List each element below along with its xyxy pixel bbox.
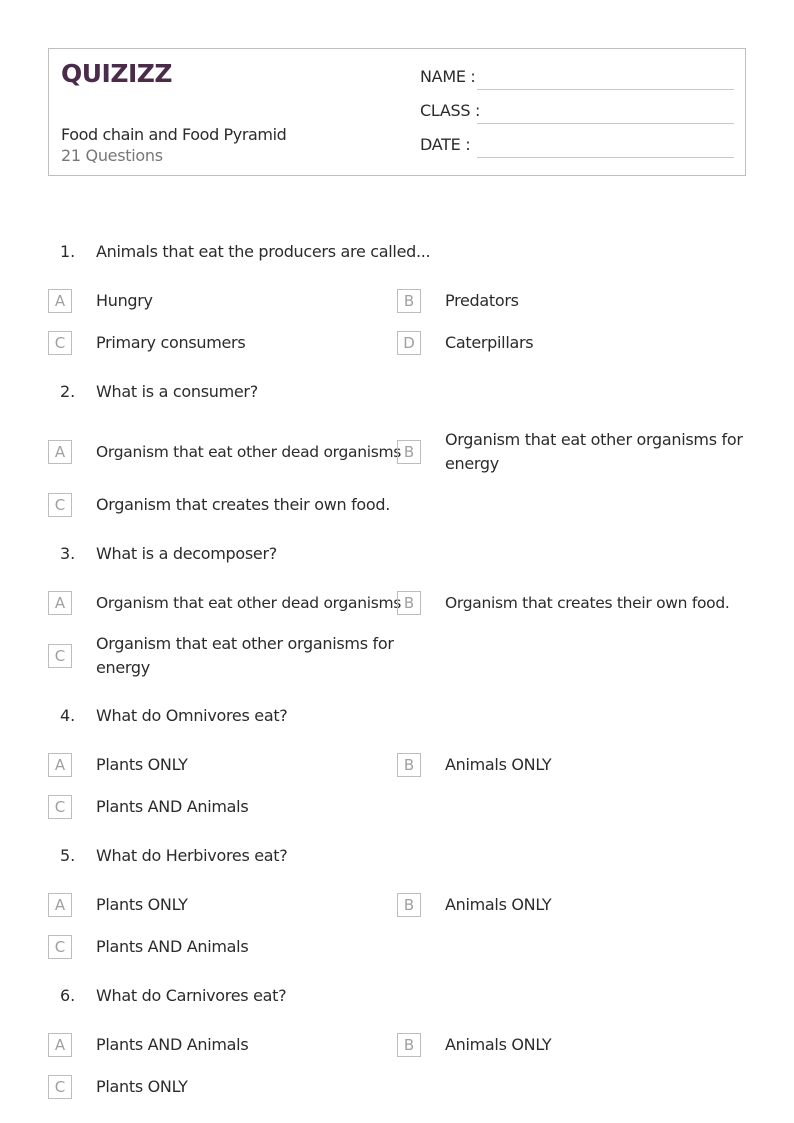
logo-text: QUIZIZZ [61,59,173,88]
option-text: Organism that eat other organisms for energy [96,634,394,677]
quizizz-logo [61,59,172,89]
question-number: 3. [60,544,76,563]
option-letter: A [48,1033,72,1057]
option-text: Plants ONLY [96,755,188,774]
option-letter: B [397,289,421,313]
option-letter: B [397,893,421,917]
option-text: Organism that creates their own food. [96,495,391,514]
option-letter: C [48,1075,72,1099]
question-number: 6. [60,986,76,1005]
option-letter: C [48,935,72,959]
option-letter: D [397,331,421,355]
class-field [420,101,734,125]
worksheet-header [48,48,746,176]
option-text: Hungry [96,291,153,310]
option-text: Caterpillars [445,333,534,352]
question-text: What is a decomposer? [96,544,277,563]
option-text: Predators [445,291,519,310]
name-field [420,67,734,91]
option-letter: A [48,893,72,917]
worksheet-title: Food chain and Food Pyramid [61,125,287,144]
question-number: 1. [60,242,76,261]
name-input-line[interactable] [477,89,734,90]
question-number: 4. [60,706,76,725]
name-label: NAME : [420,67,476,86]
option-text: Organism that eat other dead organisms [96,594,402,612]
date-field [420,135,734,159]
date-input-line[interactable] [477,157,734,158]
option-letter: C [48,493,72,517]
option-letter: A [48,289,72,313]
question-count: 21 Questions [61,146,163,165]
option-letter: A [48,440,72,464]
option-letter: B [397,753,421,777]
option-text: Plants AND Animals [96,1035,249,1054]
option-text: Organism that eat other dead organisms [96,443,402,461]
option-letter: C [48,331,72,355]
option-letter: A [48,591,72,615]
option-text: Animals ONLY [445,755,552,774]
option-text: Organism that creates their own food. [445,594,730,612]
option-letter: A [48,753,72,777]
option-letter: C [48,795,72,819]
option-text: Animals ONLY [445,1035,552,1054]
question-text: What do Herbivores eat? [96,846,288,865]
option-text: Plants AND Animals [96,937,249,956]
question-number: 5. [60,846,76,865]
class-input-line[interactable] [477,123,734,124]
question-text: What do Carnivores eat? [96,986,287,1005]
option-letter: B [397,440,421,464]
option-letter: B [397,591,421,615]
class-label: CLASS : [420,101,481,120]
question-text: Animals that eat the producers are called... [96,242,431,261]
option-text: Organism that eat other organisms for energy [445,430,743,473]
option-letter: C [48,644,72,668]
option-letter: B [397,1033,421,1057]
option-text: Plants ONLY [96,895,188,914]
question-number: 2. [60,382,76,401]
option-text: Animals ONLY [445,895,552,914]
option-text: Primary consumers [96,333,246,352]
date-label: DATE : [420,135,471,154]
question-text: What do Omnivores eat? [96,706,288,725]
option-text: Plants ONLY [96,1077,188,1096]
question-text: What is a consumer? [96,382,258,401]
option-text: Plants AND Animals [96,797,249,816]
